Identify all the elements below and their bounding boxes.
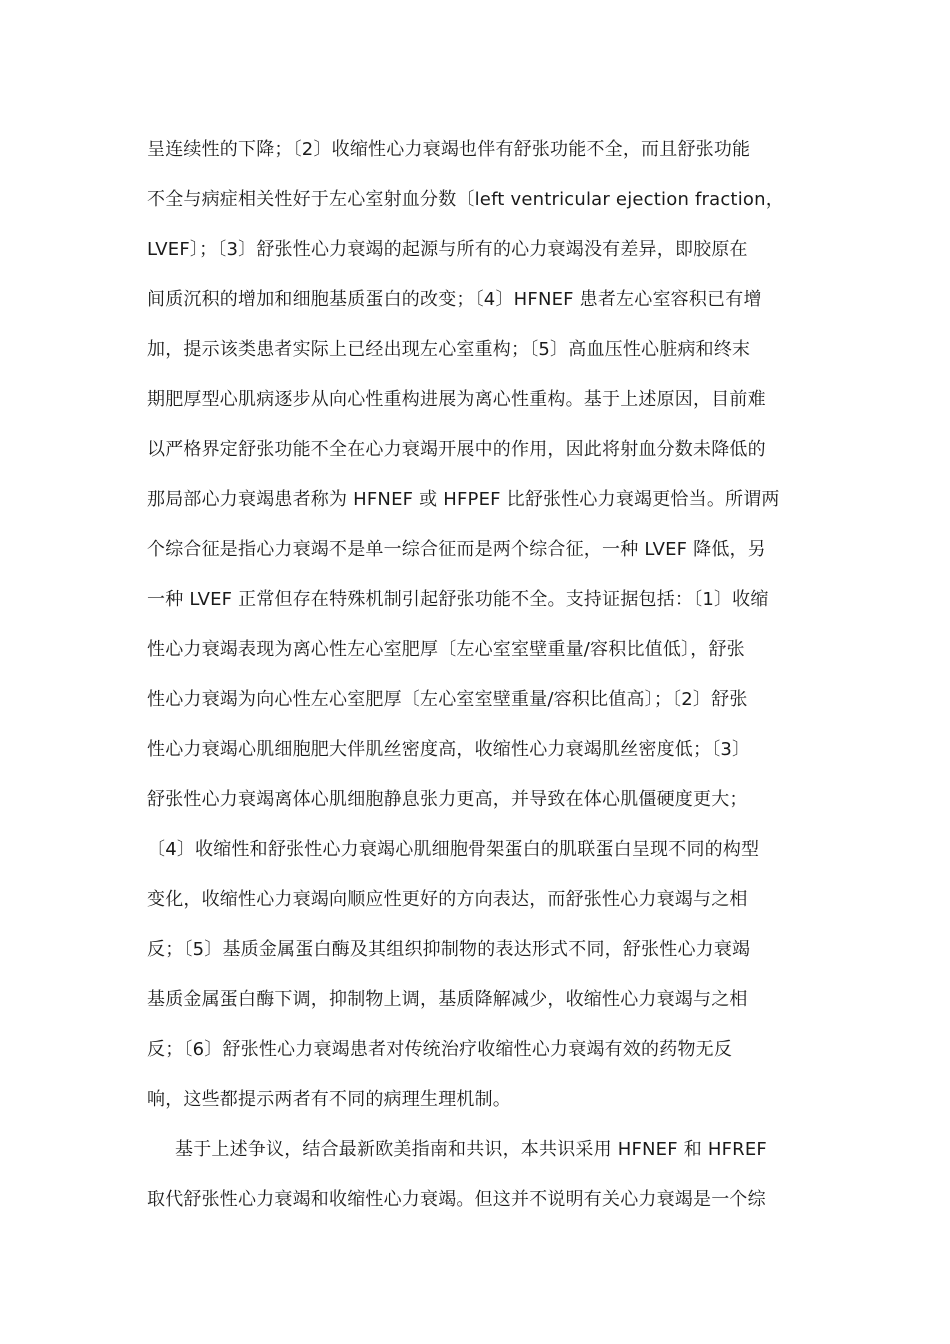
text-line: 那局部心力衰竭患者称为 HFNEF 或 HFPEF 比舒张性心力衰竭更恰当。所谓两	[147, 489, 780, 510]
text-line: 性心力衰竭心肌细胞肥大伴肌丝密度高，收缩性心力衰竭肌丝密度低；〔3〕	[147, 739, 751, 760]
text-line: 基质金属蛋白酶下调，抑制物上调，基质降解减少，收缩性心力衰竭与之相	[147, 989, 748, 1010]
paragraph-first-line: 基于上述争议，结合最新欧美指南和共识，本共识采用 HFNEF 和 HFREF	[175, 1139, 767, 1160]
text-line: 间质沉积的增加和细胞基质蛋白的改变；〔4〕HFNEF 患者左心室容积已有增	[147, 289, 762, 310]
text-line: 反；〔6〕舒张性心力衰竭患者对传统治疗收缩性心力衰竭有效的药物无反	[147, 1039, 733, 1060]
text-line: 呈连续性的下降；〔2〕收缩性心力衰竭也伴有舒张功能不全，而且舒张功能	[147, 139, 751, 160]
text-line: 舒张性心力衰竭离体心肌细胞静息张力更高，并导致在体心肌僵硬度更大；	[147, 789, 748, 810]
text-line: 〔4〕收缩性和舒张性心力衰竭心肌细胞骨架蛋白的肌联蛋白呈现不同的构型	[147, 839, 760, 860]
text-line: LVEF〕；〔3〕舒张性心力衰竭的起源与所有的心力衰竭没有差异，即胶原在	[147, 239, 748, 260]
text-line: 性心力衰竭为向心性左心室肥厚〔左心室室壁重量/容积比值高〕；〔2〕舒张	[147, 689, 748, 710]
text-line: 反；〔5〕基质金属蛋白酶及其组织抑制物的表达形式不同，舒张性心力衰竭	[147, 939, 751, 960]
text-line: 加，提示该类患者实际上已经出现左心室重构；〔5〕高血压性心脏病和终末	[147, 339, 751, 360]
text-line: 性心力衰竭表现为离心性左心室肥厚〔左心室室壁重量/容积比值低〕，舒张	[147, 639, 745, 660]
body-text	[147, 132, 817, 1232]
text-line: 以严格界定舒张功能不全在心力衰竭开展中的作用，因此将射血分数未降低的	[147, 439, 766, 460]
text-line: 期肥厚型心肌病逐步从向心性重构进展为离心性重构。基于上述原因，目前难	[147, 389, 766, 410]
text-line: 一种 LVEF 正常但存在特殊机制引起舒张功能不全。支持证据包括：〔1〕收缩	[147, 589, 769, 610]
text-line: 个综合征是指心力衰竭不是单一综合征而是两个综合征，一种 LVEF 降低，另	[147, 539, 766, 560]
text-line: 变化，收缩性心力衰竭向顺应性更好的方向表达，而舒张性心力衰竭与之相	[147, 889, 748, 910]
text-line: 响，这些都提示两者有不同的病理生理机制。	[147, 1089, 511, 1110]
text-line: 取代舒张性心力衰竭和收缩性心力衰竭。但这并不说明有关心力衰竭是一个综	[147, 1189, 766, 1210]
text-line: 不全与病症相关性好于左心室射血分数〔left ventricular ejection fraction，	[147, 189, 784, 210]
